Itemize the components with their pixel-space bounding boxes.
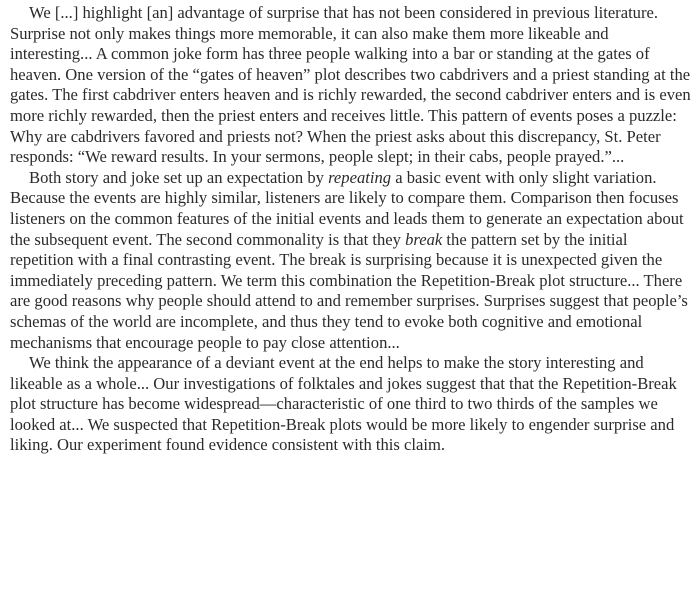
paragraph-2-text-b: a basic event with only slight variation. Because the events are highly similar, listeners are likely to compare them. Comparison then focuses listeners on the common features of the initial events and leads them to generate an expectation about the subsequent event. The second commonality is that they — [10, 167, 684, 249]
paragraph-2 — [10, 168, 694, 353]
paragraph-1-text: We [...] highlight [an] advantage of surprise that has not been considered in previous literature. Surprise not only makes things more memorable, it can also make them more likeable and interesting... A common joke form has three people walking into a bar or standing at the gates of heaven. One version of the “gates of heaven” plot describes two cabdrivers and a priest standing at the gates. The first cabdriver enters heaven and is richly rewarded, the second cabdriver enters and is even more richly rewarded, then the priest enters and receives little. This pattern of events poses a puzzle: Why are cabdrivers favored and priests not? When the priest asks about this discrepancy, St. Peter responds: “We reward results. In your sermons, people slept; in their cabs, people prayed.”... — [10, 3, 691, 167]
paragraph-2-text-c: the pattern set by the initial repetition with a final contrasting event. The break is surprising because it is unexpected given the immediately preceding pattern. We term this combination the Repetition-Break plot structure... There are good reasons why people should attend to and remember surprises. Surprises suggest that people’s schemas of the world are incomplete, and thus they tend to evoke both cognitive and emotional mechanisms that encourage people to pay close attention... — [10, 229, 688, 352]
paragraph-3 — [10, 353, 694, 456]
paragraph-2-text-a: Both story and joke set up an expectation by — [29, 167, 329, 187]
paragraph-3-text: We think the appearance of a deviant event at the end helps to make the story interesting and likeable as a whole... Our investigations of folktales and jokes suggest that that the Repetition-Break plot structure has become widespread—characteristic of one third to two thirds of the samples we looked at... We suspected that Repetition-Break plots would be more likely to engender surprise and liking. Our experiment found evidence consistent with this claim. — [10, 353, 677, 455]
paragraph-2-emphasis-break: break — [405, 229, 443, 249]
paragraph-1 — [10, 3, 694, 168]
paragraph-2-emphasis-repeating: repeating — [328, 167, 392, 187]
